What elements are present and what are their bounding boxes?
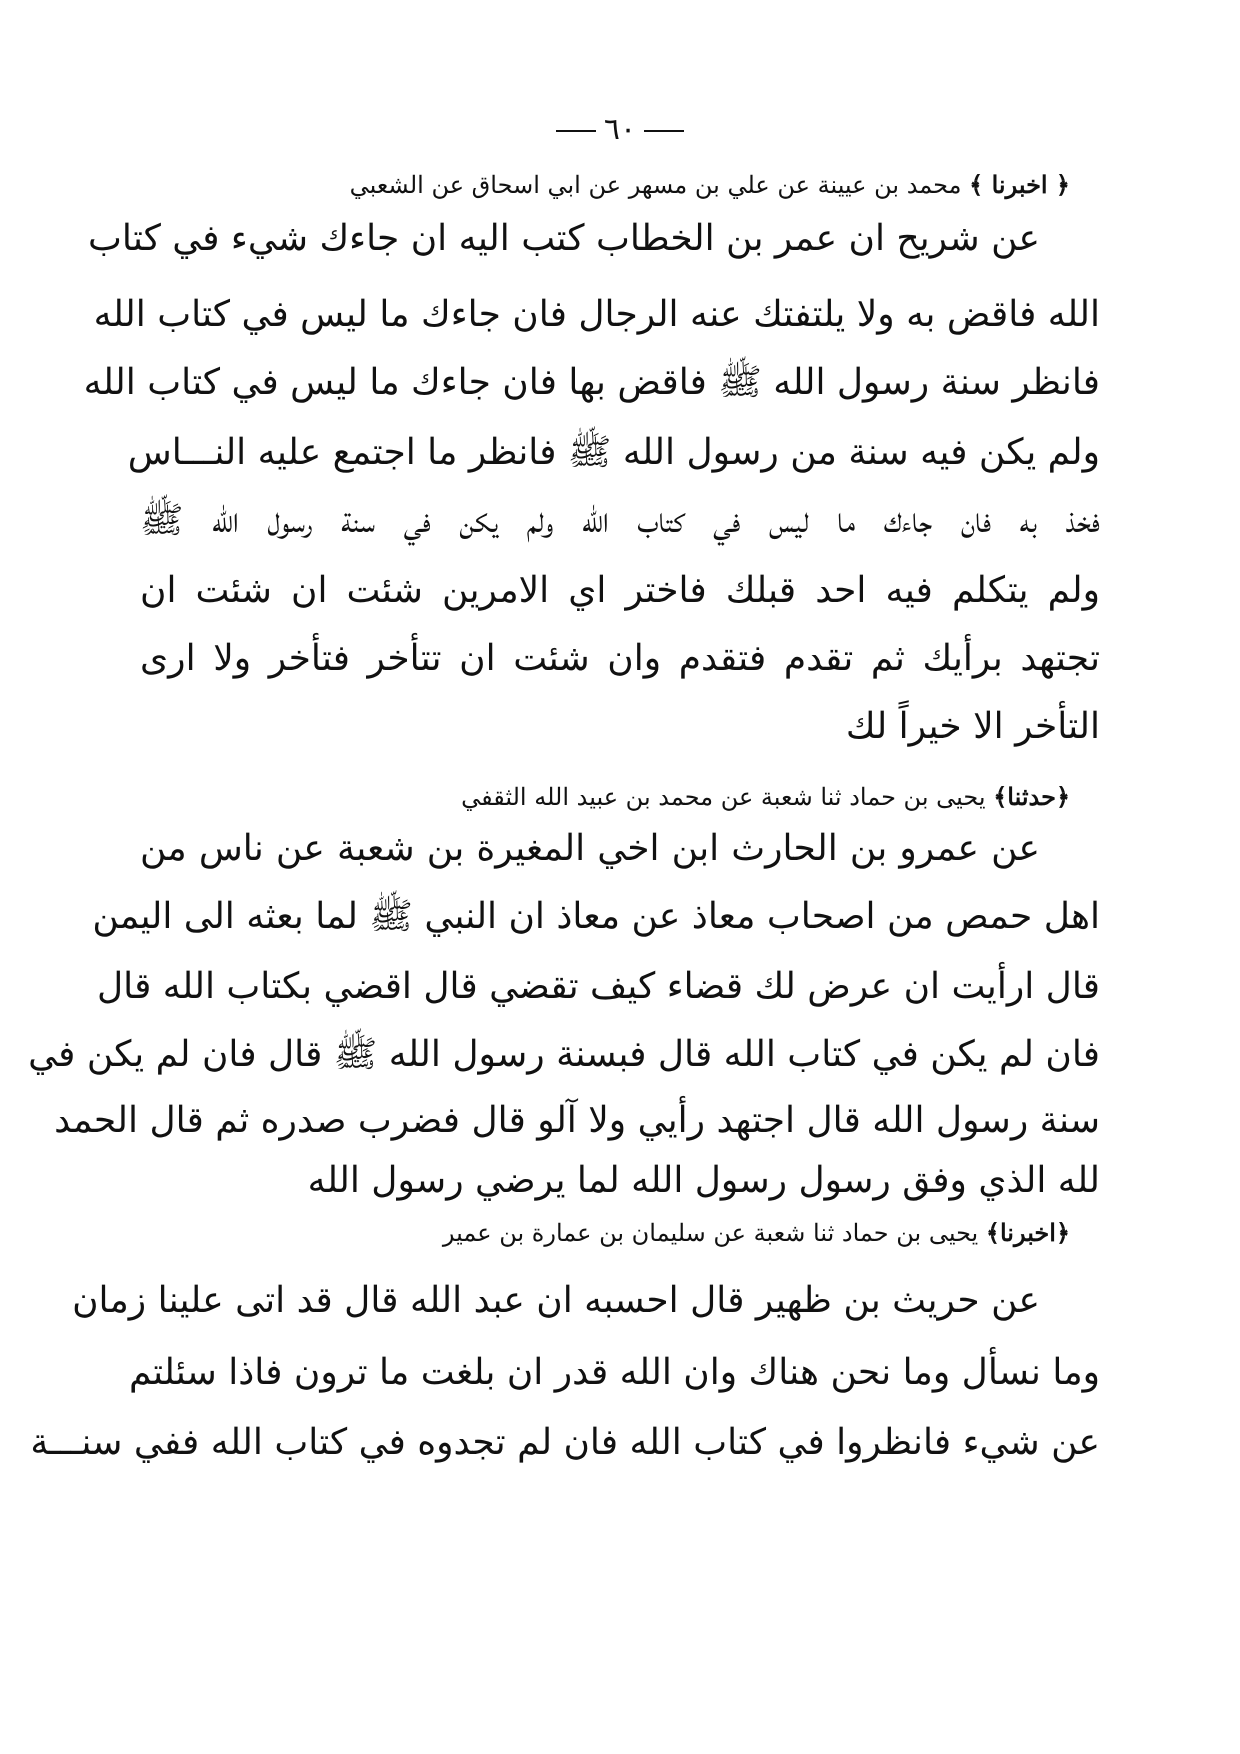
text-line: ولم يكن فيه سنة من رسول الله ﷺ فانظر ما اجتمع عليه النـــاس bbox=[127, 432, 1100, 473]
isnad-text-3: يحيى بن حماد ثنا شعبة عن سليمان بن عمارة بن عمير bbox=[442, 1219, 979, 1247]
isnad-line-1 bbox=[140, 168, 1100, 202]
isnad-line-3 bbox=[140, 1216, 1100, 1250]
text-line: عن حريث بن ظهير قال احسبه ان عبد الله قال قد اتى علينا زمان bbox=[72, 1280, 1040, 1321]
text-line: فانظر سنة رسول الله ﷺ فاقض بها فان جاءك ما ليس في كتاب الله bbox=[83, 362, 1100, 403]
text-line: فان لم يكن في كتاب الله قال فبسنة رسول الله ﷺ قال فان لم يكن في bbox=[28, 1034, 1100, 1075]
isnad-label-2: ﴿حدثنا﴾ bbox=[993, 782, 1070, 811]
page-number-dash-right bbox=[644, 130, 684, 132]
text-line: فخذ به فان جاءك ما ليس في كتاب الله ولم يكن في سنة رسول الله ﷺ bbox=[140, 500, 1100, 541]
text-line: عن عمرو بن الحارث ابن اخي المغيرة بن شعبة عن ناس من bbox=[140, 828, 1040, 869]
text-line: لله الذي وفق رسول رسول الله لما يرضي رسول الله bbox=[307, 1160, 1100, 1201]
text-line: عن شيء فانظروا في كتاب الله فان لم تجدوه في كتاب الله ففي سنـــة bbox=[30, 1422, 1100, 1463]
text-line: سنة رسول الله قال اجتهد رأيي ولا آلو قال فضرب صدره ثم قال الحمد bbox=[54, 1100, 1100, 1141]
text-line: ولم يتكلم فيه احد قبلك فاختر اي الامرين شئت ان شئت ان bbox=[140, 570, 1100, 611]
isnad-text-1: محمد بن عيينة عن علي بن مسهر عن ابي اسحاق عن الشعبي bbox=[349, 171, 962, 199]
page-number bbox=[0, 112, 1240, 147]
text-line: اهل حمص من اصحاب معاذ عن معاذ ان النبي ﷺ لما بعثه الى اليمن bbox=[92, 896, 1100, 937]
isnad-label-1: ﴿ اخبرنا ﴾ bbox=[969, 170, 1070, 199]
text-line: التأخر الا خيراً لك bbox=[845, 706, 1100, 747]
page-number-dash-left bbox=[556, 130, 596, 132]
page-number-text: ٦٠ bbox=[603, 112, 637, 147]
isnad-text-2: يحيى بن حماد ثنا شعبة عن محمد بن عبيد الله الثقفي bbox=[461, 783, 986, 811]
isnad-label-3: ﴿اخبرنا﴾ bbox=[985, 1218, 1070, 1247]
text-line: وما نسأل وما نحن هناك وان الله قدر ان بلغت ما ترون فاذا سئلتم bbox=[129, 1352, 1100, 1393]
text-line: قال ارأيت ان عرض لك قضاء كيف تقضي قال اقضي بكتاب الله قال bbox=[97, 966, 1100, 1007]
text-line: الله فاقض به ولا يلتفتك عنه الرجال فان جاءك ما ليس في كتاب الله bbox=[93, 294, 1100, 335]
text-line: عن شريح ان عمر بن الخطاب كتب اليه ان جاءك شيء في كتاب bbox=[87, 218, 1040, 259]
text-line: تجتهد برأيك ثم تقدم فتقدم وان شئت ان تتأخر فتأخر ولا ارى bbox=[140, 638, 1101, 679]
isnad-line-2 bbox=[140, 780, 1100, 814]
